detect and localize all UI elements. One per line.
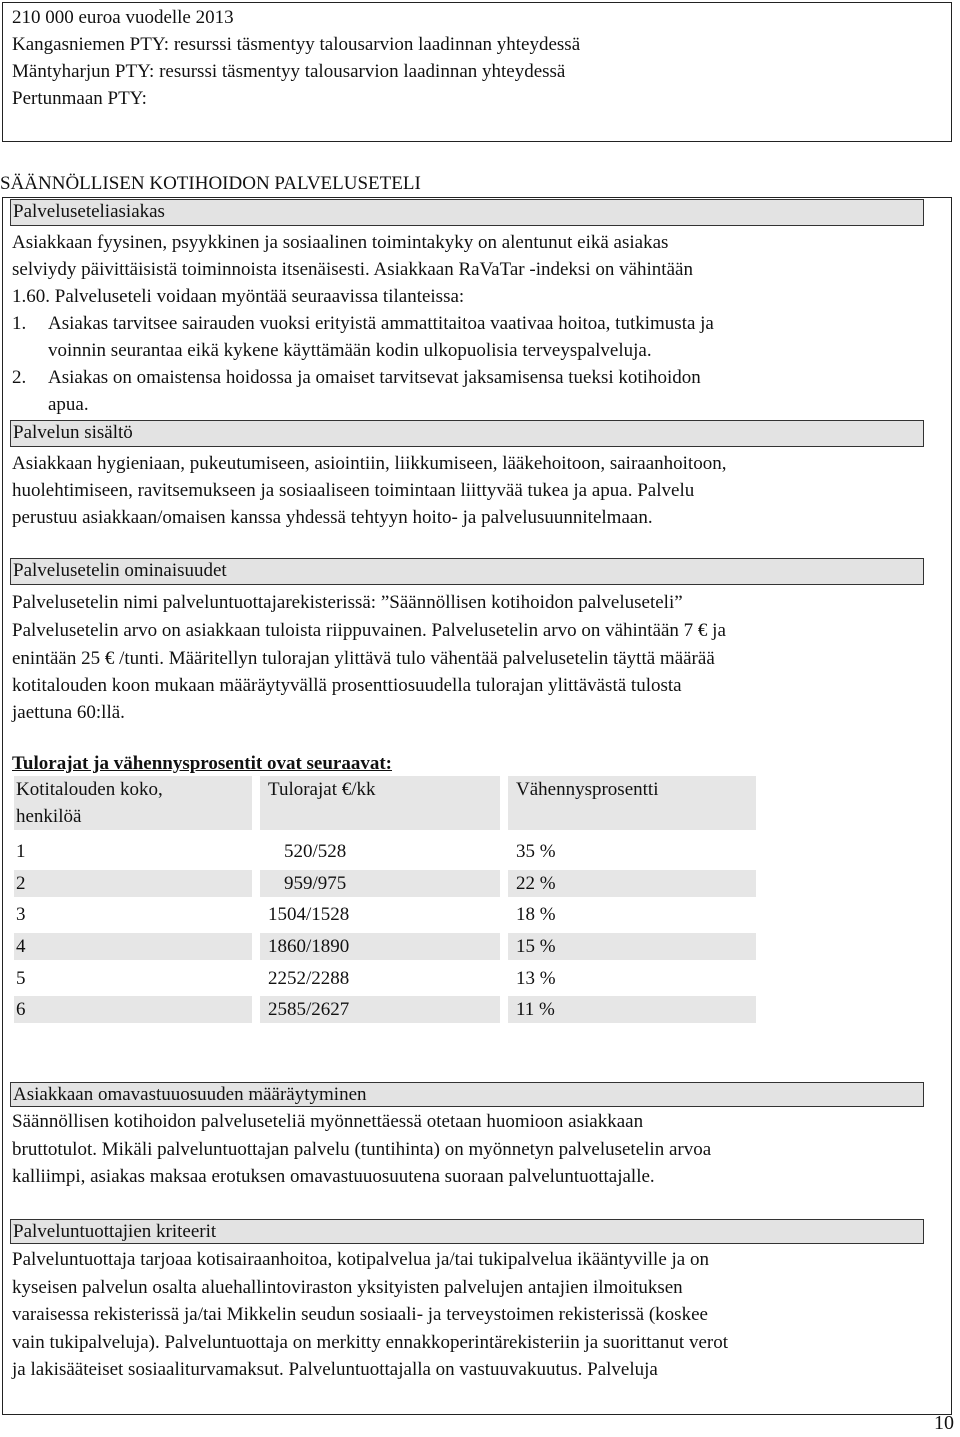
table-header-line: henkilöä: [16, 806, 82, 827]
paragraph-line: varaisessa rekisterissä ja/tai Mikkelin seudun sosiaali- ja terveystoimen rekisterissä (koskee: [12, 1304, 708, 1325]
table-title: Tulorajat ja vähennysprosentit ovat seuraavat:: [12, 753, 393, 774]
top-box-line: 210 000 euroa vuodelle 2013: [12, 7, 234, 28]
table-cell: 18 %: [516, 904, 556, 925]
paragraph-line: kalliimpi, asiakas maksaa erotuksen omavastuuosuutena suoraan palveluntuottajalle.: [12, 1166, 655, 1187]
main-title: SÄÄNNÖLLISEN KOTIHOIDON PALVELUSETELI: [0, 173, 421, 194]
section-heading-copay: Asiakkaan omavastuuosuuden määräytyminen: [10, 1082, 924, 1107]
paragraph-line: kotitalouden koon mukaan määräytyvällä prosenttiosuudella tulorajan ylittävästä tulosta: [12, 675, 682, 696]
paragraph-line: vain tukipalveluja). Palveluntuottaja on merkitty ennakkoperintärekisteriin ja suorittanut verot: [12, 1332, 728, 1353]
table-cell: 22 %: [508, 870, 756, 897]
top-box-line: Kangasniemen PTY: resurssi täsmentyy talousarvion laadinnan yhteydessä: [12, 34, 581, 55]
section-heading-customer: Palveluseteliasiakas: [10, 199, 924, 226]
list-item-line: apua.: [48, 394, 89, 415]
paragraph-line: Palvelusetelin arvo on asiakkaan tuloista riippuvainen. Palvelusetelin arvo on vähintään 7 € ja: [12, 620, 726, 641]
table-cell: 1: [16, 841, 26, 862]
paragraph-line: 1.60. Palveluseteli voidaan myöntää seuraavissa tilanteissa:: [12, 286, 465, 307]
table-cell: 2585/2627: [260, 996, 500, 1023]
paragraph-line: ja lakisääteiset sosiaaliturvamaksut. Palveluntuottajalla on vastuuvakuutus. Palveluja: [12, 1359, 658, 1380]
list-item-line: Asiakas tarvitsee sairauden vuoksi erityistä ammattitaitoa vaativaa hoitoa, tutkimusta ja: [48, 313, 714, 334]
table-cell: 5: [16, 968, 26, 989]
page-number: 10: [934, 1412, 954, 1434]
paragraph-line: huolehtimiseen, ravitsemukseen ja sosiaaliseen toimintaan liittyvää tukea ja apua. Palvelu: [12, 480, 695, 501]
paragraph-line: jaettuna 60:llä.: [12, 702, 125, 723]
table-header-cell: Vähennysprosentti: [508, 776, 756, 830]
paragraph-line: kyseisen palvelun osalta aluehallintoviraston yksityisten palvelujen antajien ilmoituksen: [12, 1277, 683, 1298]
top-box-line: Pertunmaan PTY:: [12, 88, 147, 109]
table-cell: 1860/1890: [260, 933, 500, 960]
list-item-number: 1.: [12, 313, 27, 334]
table-cell: 6: [14, 996, 252, 1023]
paragraph-line: Palvelusetelin nimi palveluntuottajarekisterissä: ”Säännöllisen kotihoidon palveluseteli”: [12, 592, 683, 613]
table-cell: 2252/2288: [268, 968, 350, 989]
paragraph-line: perustuu asiakkaan/omaisen kanssa yhdessä tehtyyn hoito- ja palvelusuunnitelmaan.: [12, 507, 653, 528]
section-heading-criteria: Palveluntuottajien kriteerit: [10, 1219, 924, 1244]
paragraph-line: enintään 25 € /tunti. Määritellyn tulorajan ylittävä tulo vähentää palvelusetelin täyttä määrää: [12, 648, 715, 669]
table-cell: 11 %: [508, 996, 756, 1023]
paragraph-line: Säännöllisen kotihoidon palveluseteliä myönnettäessä otetaan huomioon asiakkaan: [12, 1111, 644, 1132]
table-cell: 35 %: [516, 841, 556, 862]
table-cell: 13 %: [516, 968, 556, 989]
table-header-cell: Tulorajat €/kk: [260, 776, 500, 830]
paragraph-line: Asiakkaan fyysinen, psyykkinen ja sosiaalinen toimintakyky on alentunut eikä asiakas: [12, 232, 669, 253]
list-item-line: Asiakas on omaistensa hoidossa ja omaiset tarvitsevat jaksamisensa tueksi kotihoidon: [48, 367, 701, 388]
table-cell: 4: [14, 933, 252, 960]
section-heading-features: Palvelusetelin ominaisuudet: [10, 558, 924, 585]
table-header-line: Kotitalouden koko,: [16, 779, 163, 800]
table-header-cell: [14, 776, 252, 830]
table-cell: 520/528: [284, 841, 347, 862]
paragraph-line: Palveluntuottaja tarjoaa kotisairaanhoitoa, kotipalvelua ja/tai tukipalvelua ikääntyville ja on: [12, 1249, 709, 1270]
table-cell: 15 %: [508, 933, 756, 960]
list-item-line: voinnin seurantaa eikä kykene käyttämään kodin ulkopuolisia terveyspalveluja.: [48, 340, 652, 361]
table-cell: 2: [14, 870, 252, 897]
paragraph-line: bruttotulot. Mikäli palveluntuottajan palvelu (tuntihinta) on myönnetyn palvelusetelin arvoa: [12, 1139, 712, 1160]
paragraph-line: Asiakkaan hygieniaan, pukeutumiseen, asiointiin, liikkumiseen, lääkehoitoon, sairaanhoitoon,: [12, 453, 727, 474]
section-heading-content: Palvelun sisältö: [10, 420, 924, 447]
table-cell: 3: [16, 904, 26, 925]
table-cell: 1504/1528: [268, 904, 350, 925]
paragraph-line: selviydy päivittäisistä toiminnoista itsenäisesti. Asiakkaan RaVaTar -indeksi on vähintään: [12, 259, 693, 280]
top-box-line: Mäntyharjun PTY: resurssi täsmentyy talousarvion laadinnan yhteydessä: [12, 61, 566, 82]
table-cell: 959/975: [260, 870, 500, 897]
list-item-number: 2.: [12, 367, 27, 388]
